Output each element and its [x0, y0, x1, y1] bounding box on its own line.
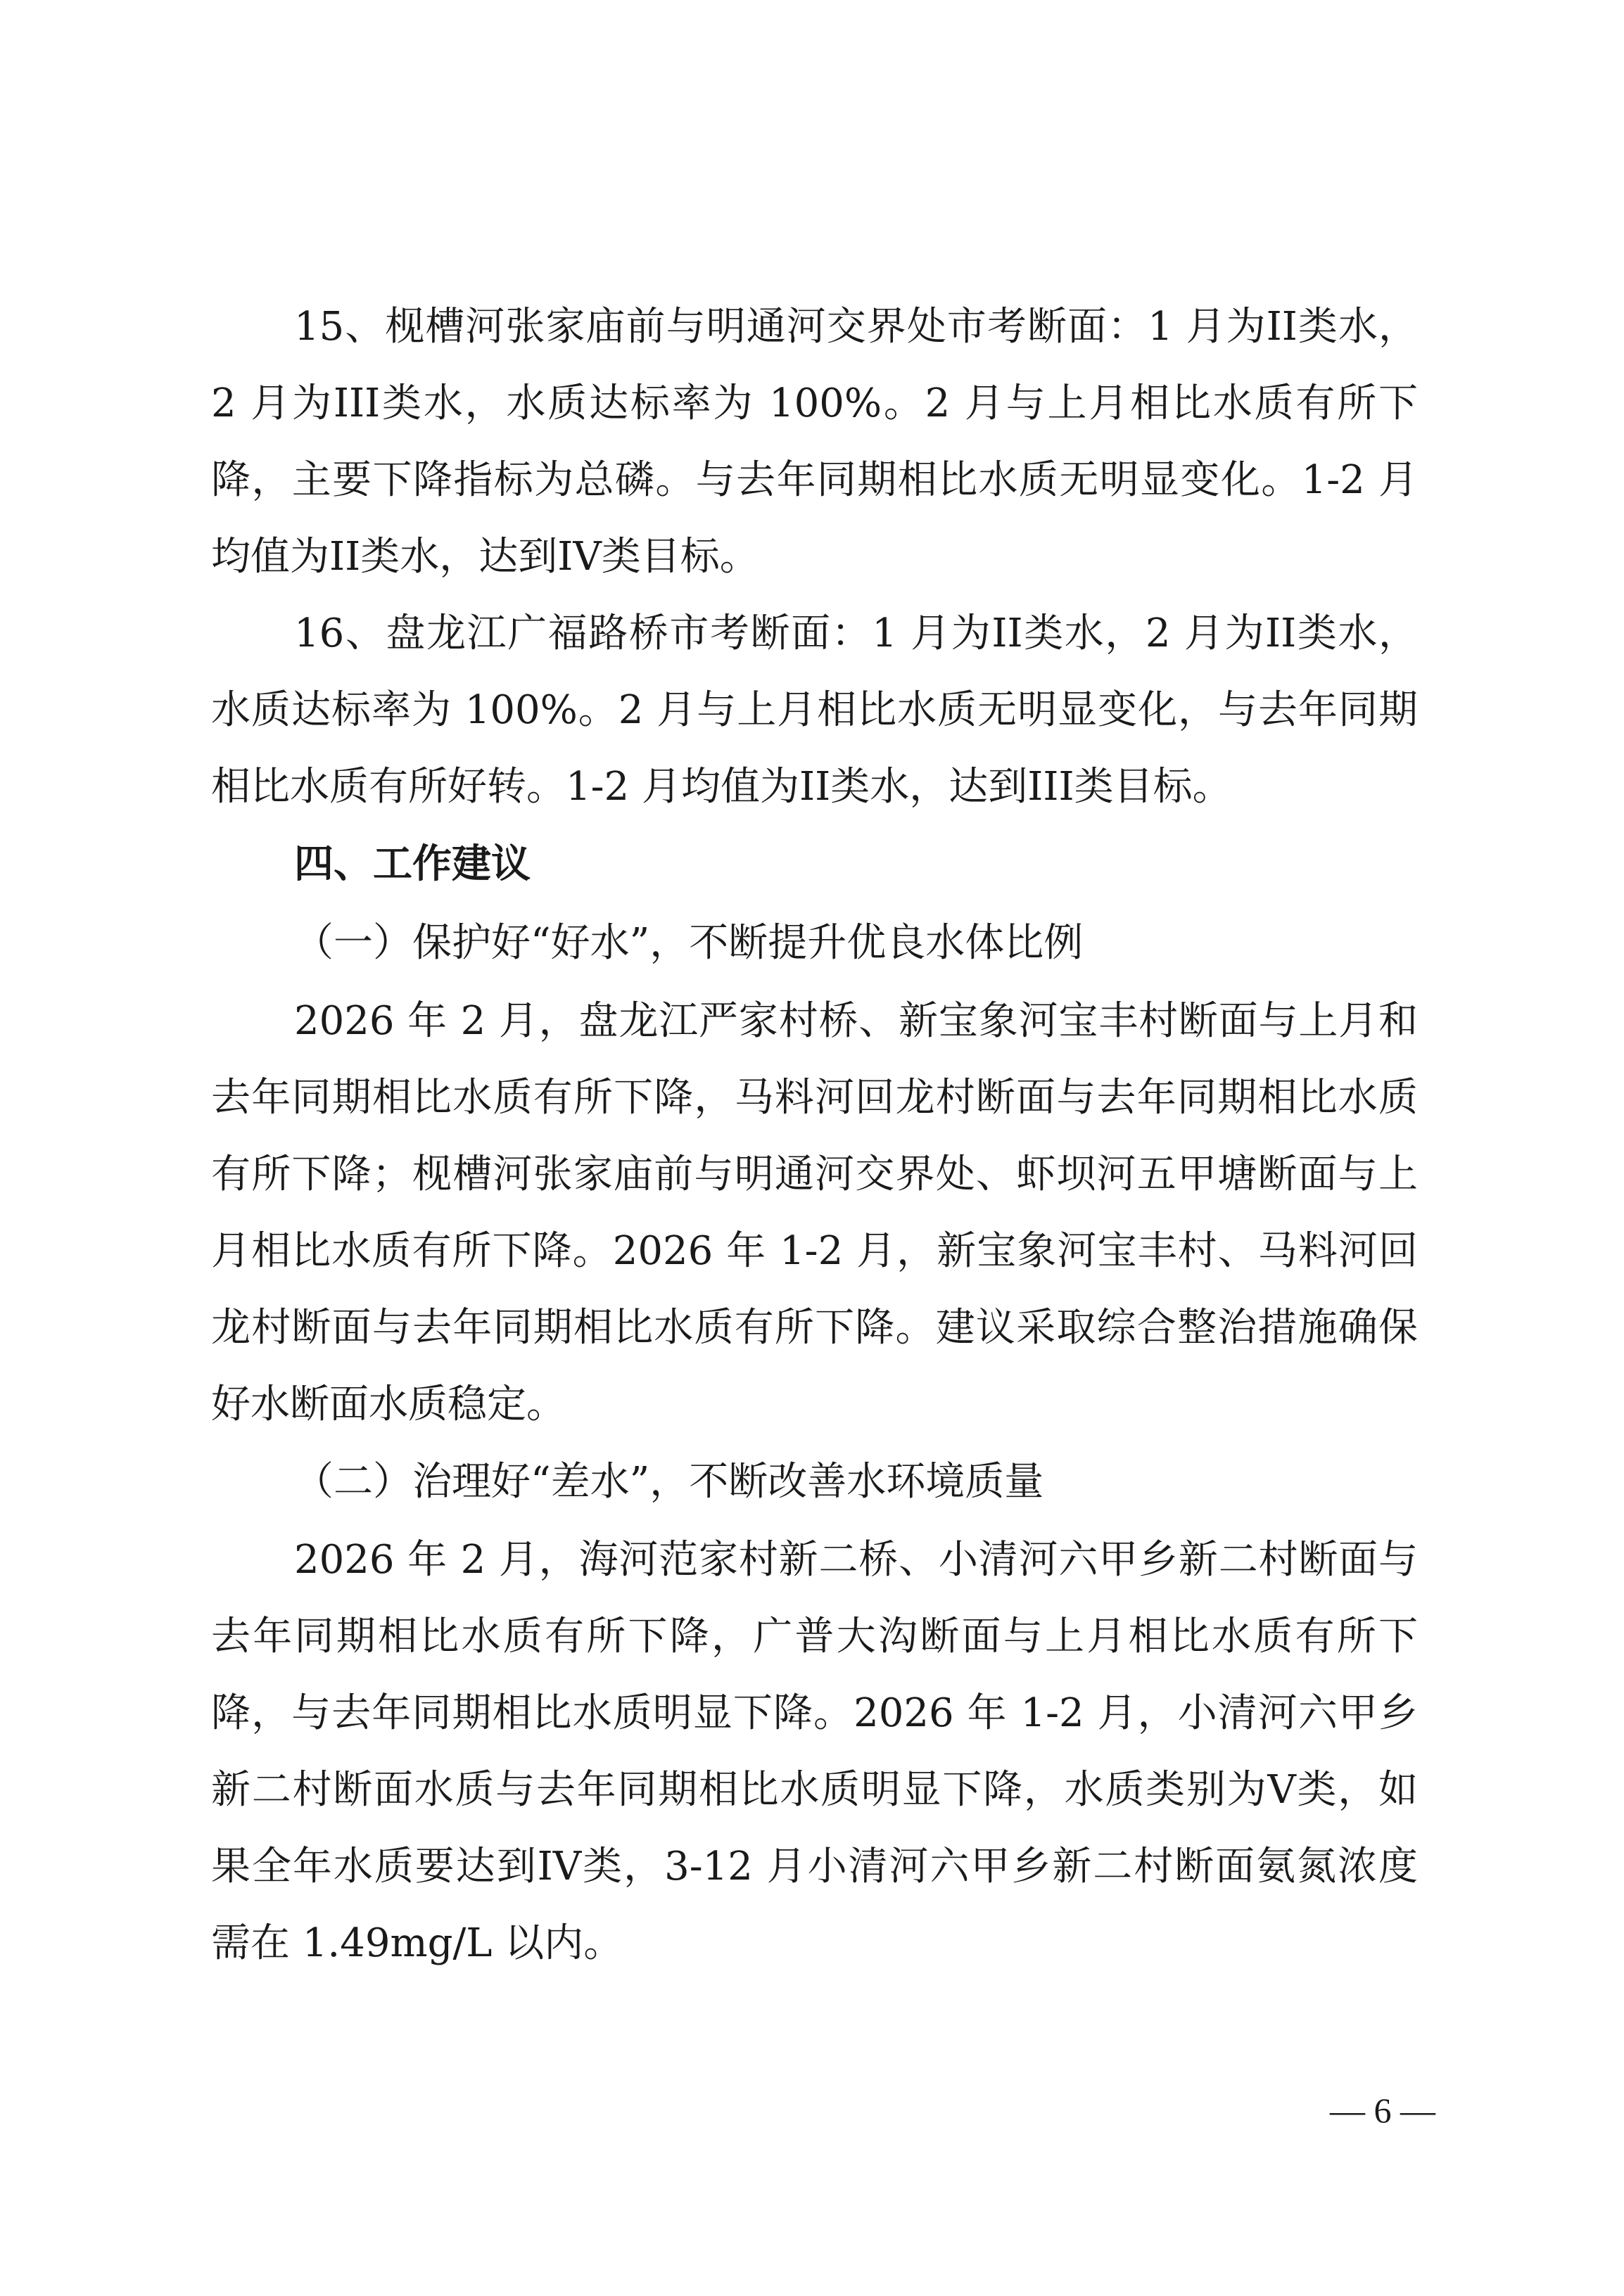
paragraph-item-16: 16、盘龙江广福路桥市考断面：1 月为II类水，2 月为II类水，水质达标率为 100%。2 月与上月相比水质无明显变化，与去年同期相比水质有所好转。1-2 月均值为II类水，达到III类目标。 — [211, 611, 1418, 810]
subsection-heading-protect-good-water: （一）保护好“好水”，不断提升优良水体比例 — [294, 920, 1084, 966]
paragraph-protect-good-water: 2026 年 2 月，盘龙江严家村桥、新宝象河宝丰村断面与上月和去年同期相比水质有所下降，马料河回龙村断面与去年同期相比水质有所下降；枧槽河张家庙前与明通河交界处、虾坝河五甲塘断面与上月相比水质有所下降。2026 年 1-2 月，新宝象河宝丰村、马料河回龙村断面与去年同期相比水质有所下降。建议采取综合整治措施确保好水断面水质稳定。 — [211, 998, 1418, 1427]
document-body — [211, 288, 1418, 1982]
section-heading-work-suggestions: 四、工作建议 — [294, 841, 531, 887]
paragraph-treat-poor-water: 2026 年 2 月，海河范家村新二桥、小清河六甲乡新二村断面与去年同期相比水质有所下降，广普大沟断面与上月相比水质有所下降，与去年同期相比水质明显下降。2026 年 1-2 月，小清河六甲乡新二村断面水质与去年同期相比水质明显下降，水质类别为V类，如果全年水质要达到IV类，3-12 月小清河六甲乡新二村断面氨氮浓度需在 1.49mg/L 以内。 — [211, 1537, 1418, 1966]
page-number: — 6 — — [1330, 2091, 1435, 2130]
subsection-heading-treat-poor-water: （二）治理好“差水”，不断改善水环境质量 — [294, 1459, 1044, 1505]
paragraph-item-15: 15、枧槽河张家庙前与明通河交界处市考断面：1 月为II类水，2 月为III类水，水质达标率为 100%。2 月与上月相比水质有所下降，主要下降指标为总磷。与去年同期相比水质无明显变化。1-2 月均值为II类水，达到IV类目标。 — [211, 304, 1418, 580]
